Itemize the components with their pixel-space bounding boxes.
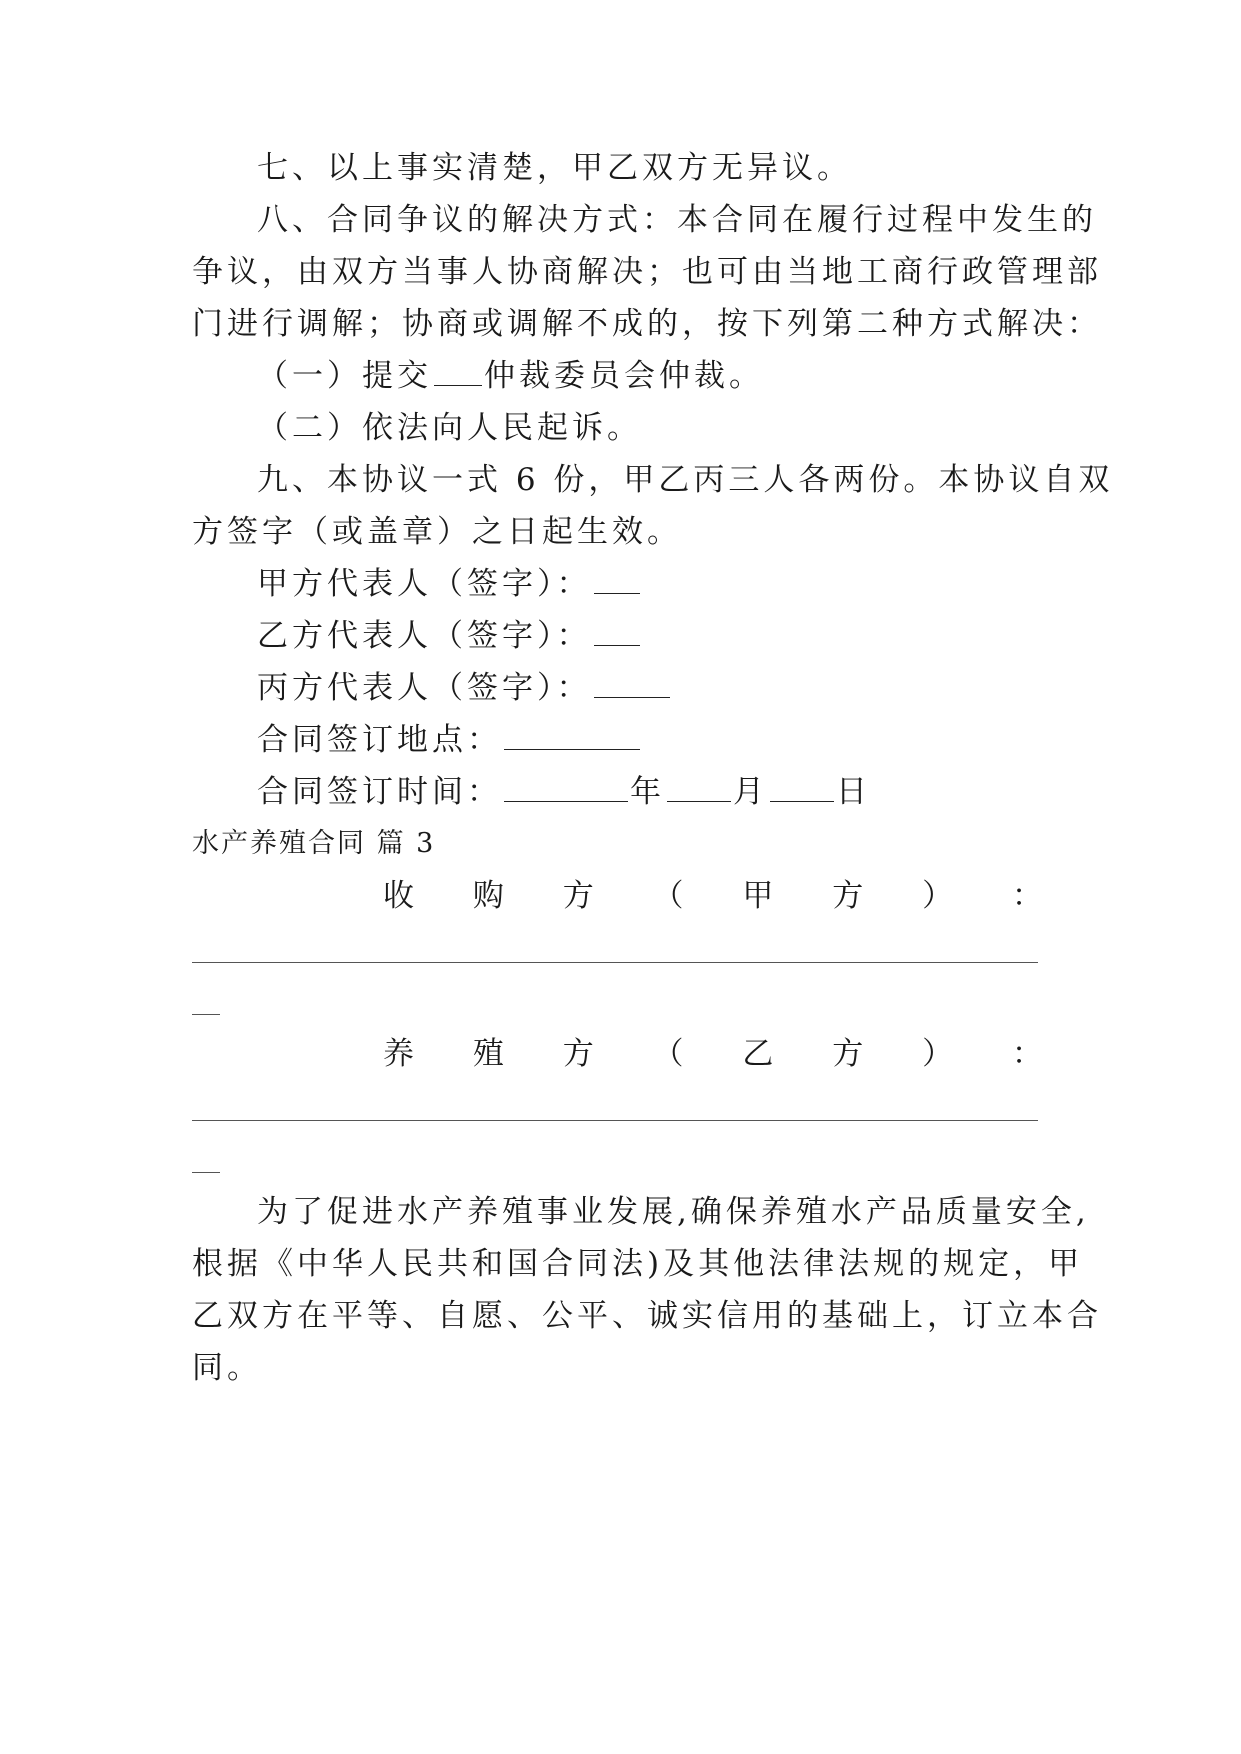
option-1-prefix: （一）提交 <box>257 358 432 394</box>
preamble-line-2: 根据《中华人民共和国合同法)及其他法律法规的规定，甲 <box>192 1246 1084 1282</box>
party-b-blank[interactable] <box>594 621 640 646</box>
buyer-label <box>383 876 1043 916</box>
clause-8-line-3: 门进行调解；协商或调解不成的，按下列第二种方式解决： <box>192 306 1102 342</box>
farmer-name-line[interactable] <box>192 1120 1038 1121</box>
day-blank[interactable] <box>770 777 834 802</box>
preamble-line-1: 为了促进水产养殖事业发展,确保养殖水产品质量安全, <box>257 1194 1090 1230</box>
section-title: 水产养殖合同 篇 3 <box>192 828 436 859</box>
clause-7: 七、以上事实清楚，甲乙双方无异议。 <box>257 150 852 186</box>
party-c-label: 丙方代表人（签字）： <box>257 670 592 706</box>
farmer-char: 乙 <box>742 1036 774 1072</box>
farmer-char: 养 <box>383 1036 414 1072</box>
buyer-name-line-cont[interactable] <box>192 1014 220 1015</box>
farmer-char: 方 <box>562 1036 594 1072</box>
signing-time-label: 合同签订时间： <box>257 774 502 810</box>
buyer-char: 购 <box>472 878 504 914</box>
party-c-blank[interactable] <box>594 673 670 698</box>
buyer-name-line[interactable] <box>192 962 1038 963</box>
farmer-char: 方 <box>832 1036 864 1072</box>
month-blank[interactable] <box>667 777 731 802</box>
preamble-line-4: 同。 <box>192 1350 262 1386</box>
clause-8-option-2: （二）依法向人民起诉。 <box>257 410 642 446</box>
farmer-char: 殖 <box>472 1036 504 1072</box>
farmer-name-line-cont[interactable] <box>192 1172 220 1173</box>
month-label: 月 <box>733 774 768 810</box>
party-a-label: 甲方代表人（签字）： <box>257 566 592 602</box>
option-1-suffix: 仲裁委员会仲裁。 <box>484 358 764 394</box>
arbitration-blank[interactable] <box>434 361 482 386</box>
signing-place-label: 合同签订地点： <box>257 722 502 758</box>
clause-8-line-1: 八、合同争议的解决方式：本合同在履行过程中发生的 <box>257 202 1097 238</box>
farmer-char: （ <box>652 1036 684 1072</box>
farmer-char: ： <box>1011 1036 1043 1072</box>
farmer-label <box>383 1034 1043 1074</box>
party-a-blank[interactable] <box>594 569 640 594</box>
party-c-signature <box>257 668 1062 708</box>
buyer-char: 方 <box>562 878 594 914</box>
buyer-char: 收 <box>383 878 414 914</box>
signing-place-blank[interactable] <box>504 725 640 750</box>
signing-time <box>257 772 1062 812</box>
buyer-char: （ <box>652 878 684 914</box>
year-blank[interactable] <box>504 777 628 802</box>
clause-8-option-1 <box>257 356 1127 396</box>
party-b-signature <box>257 616 1062 656</box>
buyer-char: ： <box>1011 878 1043 914</box>
buyer-char: ） <box>922 878 954 914</box>
buyer-char: 甲 <box>742 878 774 914</box>
signing-place <box>257 720 1062 760</box>
year-label: 年 <box>630 774 665 810</box>
farmer-char: ） <box>922 1036 954 1072</box>
day-label: 日 <box>836 774 871 810</box>
party-b-label: 乙方代表人（签字）： <box>257 618 592 654</box>
party-a-signature <box>257 564 1062 604</box>
clause-8-line-2: 争议，由双方当事人协商解决；也可由当地工商行政管理部 <box>192 254 1102 290</box>
clause-9-line-2: 方签字（或盖章）之日起生效。 <box>192 514 682 550</box>
clause-9-line-1: 九、本协议一式 6 份，甲乙丙三人各两份。本协议自双 <box>257 462 1114 498</box>
buyer-char: 方 <box>832 878 864 914</box>
preamble-line-3: 乙双方在平等、自愿、公平、诚实信用的基础上，订立本合 <box>192 1298 1102 1334</box>
